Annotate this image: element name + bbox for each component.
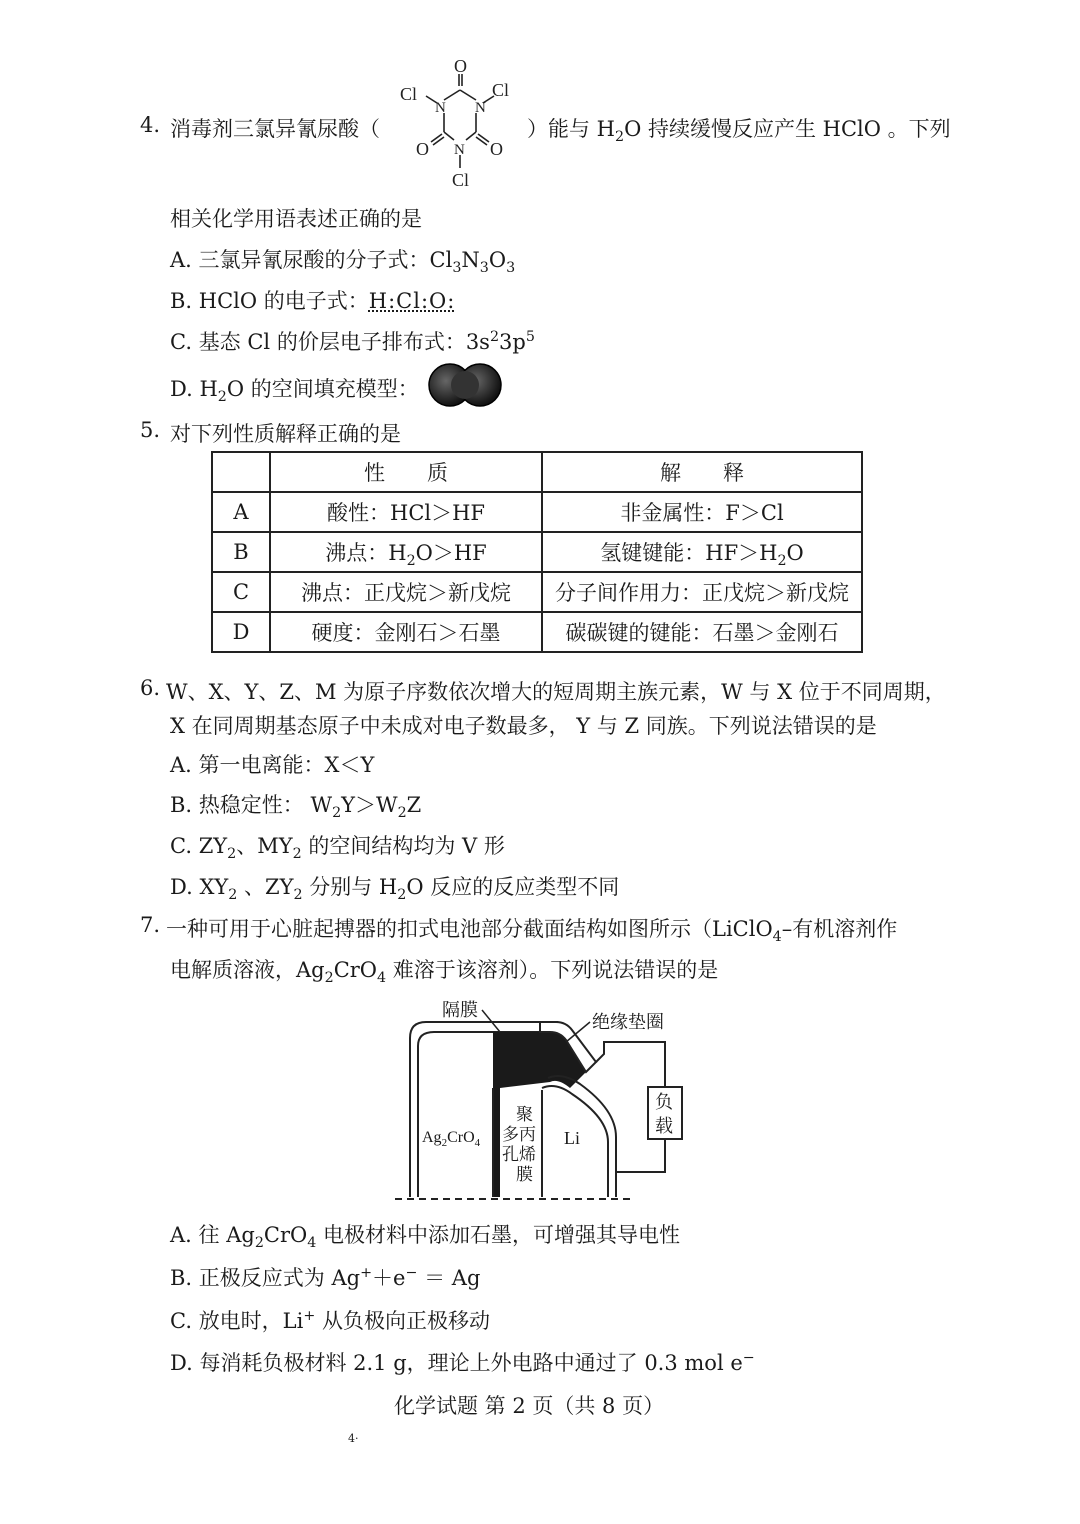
battery-diagram	[390, 992, 690, 1207]
q7-stem-line1: 一种可用于心脏起搏器的扣式电池部分截面结构如图所示（LiClO$_4$–有机溶剂作	[166, 917, 898, 946]
q5-stem: 对下列性质解释正确的是	[170, 422, 401, 446]
q6-stem-line2: X 在同周期基态原子中未成对电子数最多， Y 与 Z 同族。下列说法错误的是	[170, 714, 877, 738]
q7-number: 7.	[140, 913, 161, 937]
hclo-electron-formula: H:Cl:O:	[368, 289, 456, 313]
cl-right-label: Cl	[492, 80, 510, 100]
separator-label: 隔膜	[442, 1000, 478, 1020]
q4-option-c: C. 基态 Cl 的价层电子排布式：$3s^23p^5$	[170, 329, 535, 354]
separator-block	[493, 1032, 586, 1197]
q7-stem-line2: 电解质溶液，$Ag_2CrO_4$ 难溶于该溶剂）。下列说法错误的是	[170, 958, 719, 987]
o-right-label: O	[490, 139, 503, 159]
q6-number: 6.	[140, 676, 161, 700]
row-option: C	[212, 572, 270, 612]
q4-number: 4.	[140, 113, 161, 137]
row-explanation: 非金属性：F＞Cl	[542, 492, 862, 532]
table-header-explanation: 解 释	[542, 452, 862, 492]
table-header-property: 性 质	[270, 452, 542, 492]
table-row	[212, 492, 862, 532]
q4-stem-line2: 相关化学用语表述正确的是	[170, 207, 422, 231]
gasket-label: 绝缘垫圈	[592, 1012, 664, 1032]
row-explanation: 分子间作用力：正戊烷＞新戊烷	[542, 572, 862, 612]
q6-option-d: D. $XY_2$ 、$ZY_2$ 分别与 $H_2O$ 反应的反应类型不同	[170, 875, 620, 904]
membrane-label-3: 孔烯	[502, 1145, 536, 1164]
q5-number: 5.	[140, 418, 161, 442]
row-explanation: 碳碳键的键能：石墨＞金刚石	[542, 612, 862, 652]
n-bottom-label: N	[454, 142, 465, 158]
o-left-label: O	[416, 139, 429, 159]
row-option: D	[212, 612, 270, 652]
cathode-label: $Ag_2CrO_4$	[422, 1129, 481, 1149]
q4-option-a: A. 三氯异氰尿酸的分子式：$Cl_3N_3O_3$	[170, 248, 516, 277]
q6-option-b: B. 热稳定性： $W_2Y>W_2Z$	[170, 793, 422, 822]
membrane-label-2: 多丙	[502, 1125, 536, 1144]
n-right-label: N	[475, 100, 486, 116]
membrane-label-1: 聚	[516, 1105, 533, 1124]
q7-option-a: A. 往 $Ag_2CrO_4$ 电极材料中添加石墨，可增强其导电性	[170, 1223, 680, 1252]
table-header-row	[212, 452, 862, 492]
q6-option-c: C. $ZY_2$、$MY_2$ 的空间结构均为 V 形	[170, 834, 505, 863]
n-left-label: N	[435, 100, 446, 116]
load-label-2: 载	[655, 1116, 673, 1136]
load-label-1: 负	[655, 1092, 673, 1112]
property-table	[211, 451, 863, 653]
table-header-blank	[212, 452, 270, 492]
q7-option-b: B. 正极反应式为 Ag+＋e− ＝ Ag	[170, 1265, 481, 1290]
q6-stem-line1: W、X、Y、Z、M 为原子序数依次增大的短周期主族元素，W 与 X 位于不同周期，	[166, 680, 946, 704]
anode-label: Li	[564, 1128, 580, 1148]
membrane-label-4: 膜	[516, 1165, 533, 1184]
stray-mark: 4·	[348, 1432, 359, 1445]
cl-left-label: Cl	[400, 84, 418, 104]
water-space-filling-model	[424, 360, 506, 410]
row-property: 硬度：金刚石＞石墨	[270, 612, 542, 652]
page-footer: 化学试题 第 2 页（共 8 页）	[394, 1394, 665, 1418]
row-property: 沸点：正戊烷＞新戊烷	[270, 572, 542, 612]
row-option: B	[212, 532, 270, 572]
q7-option-d: D. 每消耗负极材料 2.1 g，理论上外电路中通过了 0.3 mol e−	[170, 1350, 755, 1375]
q7-option-c: C. 放电时，Li+ 从负极向正极移动	[170, 1308, 490, 1333]
table-row	[212, 572, 862, 612]
row-property: 沸点：$H_2O>HF$	[270, 532, 542, 572]
q4-stem-after: ）能与 $H_2O$ 持续缓慢反应产生 HClO 。下列	[527, 117, 951, 146]
q4-option-b: B. HClO 的电子式：H:Cl:O:	[170, 289, 456, 313]
q4-option-d: D. $H_2O$ 的空间填充模型：	[170, 377, 419, 406]
row-explanation: 氢键键能：$HF>H_2O$	[542, 532, 862, 572]
table-row	[212, 532, 862, 572]
row-property: 酸性：HCl＞HF	[270, 492, 542, 532]
row-option: A	[212, 492, 270, 532]
o-top-label: O	[454, 58, 467, 76]
cyanuric-chloride-structure	[390, 58, 530, 190]
cl-bottom-label: Cl	[452, 170, 470, 190]
q4-stem-before: 消毒剂三氯异氰尿酸（	[170, 117, 380, 141]
table-row	[212, 612, 862, 652]
q6-option-a: A. 第一电离能：X＜Y	[170, 753, 375, 777]
